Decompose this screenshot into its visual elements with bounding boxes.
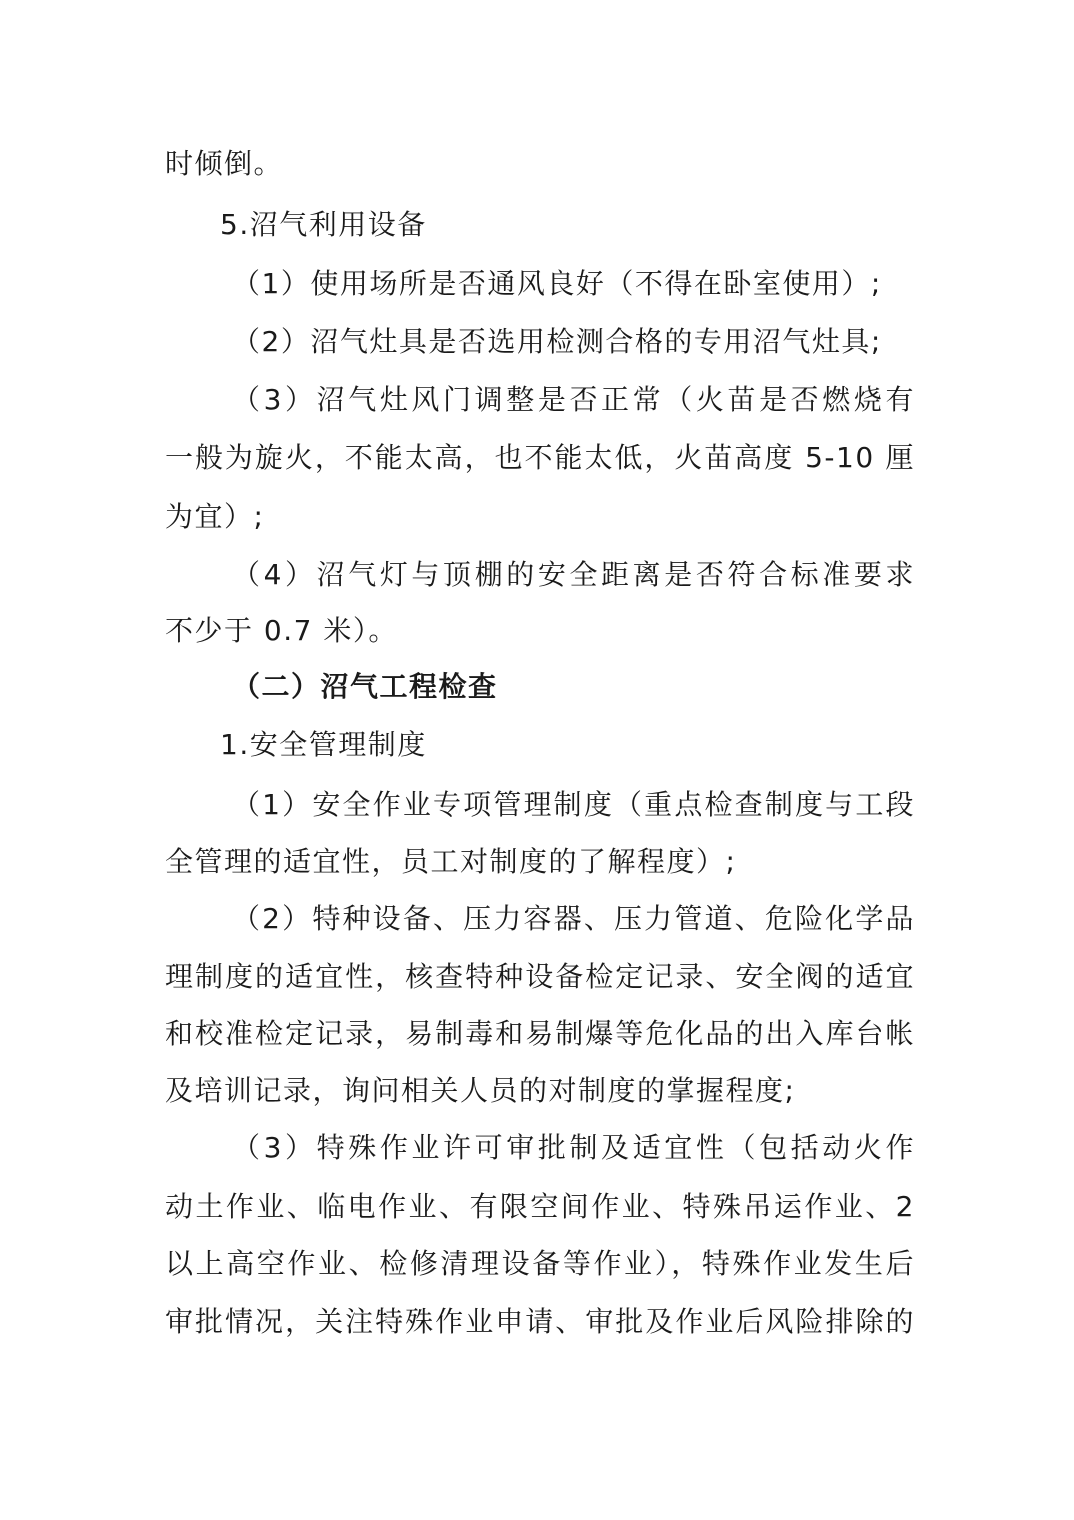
list-item: （3）特殊作业许可审批制及适宜性（包括动火作: [232, 1131, 915, 1164]
paragraph-line: 理制度的适宜性，核查特种设备检定记录、安全阀的适宜: [165, 960, 915, 993]
paragraph-line: 不少于 0.7 米）。: [165, 614, 398, 647]
paragraph-line: 和校准检定记录，易制毒和易制爆等危化品的出入库台帐: [165, 1017, 915, 1050]
list-item: （1）安全作业专项管理制度（重点检查制度与工段: [232, 788, 915, 821]
paragraph-line: 以上高空作业、检修清理设备等作业），特殊作业发生后: [165, 1247, 915, 1280]
paragraph-line: 动土作业、临电作业、有限空间作业、特殊吊运作业、2: [165, 1190, 915, 1223]
list-item: （2）特种设备、压力容器、压力管道、危险化学品: [232, 902, 915, 935]
paragraph-line: 及培训记录，询问相关人员的对制度的掌握程度;: [165, 1074, 796, 1107]
paragraph-line: 全管理的适宜性，员工对制度的了解程度）;: [165, 845, 737, 878]
list-item: （1）使用场所是否通风良好（不得在卧室使用）;: [232, 267, 882, 300]
paragraph-line: 一般为旋火，不能太高，也不能太低，火苗高度 5-10 厘: [165, 441, 915, 474]
subsection-heading: 1.安全管理制度: [220, 728, 427, 761]
list-item: （2）沼气灶具是否选用检测合格的专用沼气灶具;: [232, 325, 882, 358]
subsection-heading: 5.沼气利用设备: [220, 208, 427, 241]
paragraph-line: 审批情况，关注特殊作业申请、审批及作业后风险排除的: [165, 1305, 915, 1338]
list-item: （3）沼气灶风门调整是否正常（火苗是否燃烧有: [232, 383, 915, 416]
list-item: （4）沼气灯与顶棚的安全距离是否符合标准要求: [232, 558, 915, 591]
paragraph-line: 时倾倒。: [165, 147, 284, 180]
section-heading: （二）沼气工程检查: [232, 670, 498, 703]
paragraph-line: 为宜）;: [165, 500, 265, 533]
